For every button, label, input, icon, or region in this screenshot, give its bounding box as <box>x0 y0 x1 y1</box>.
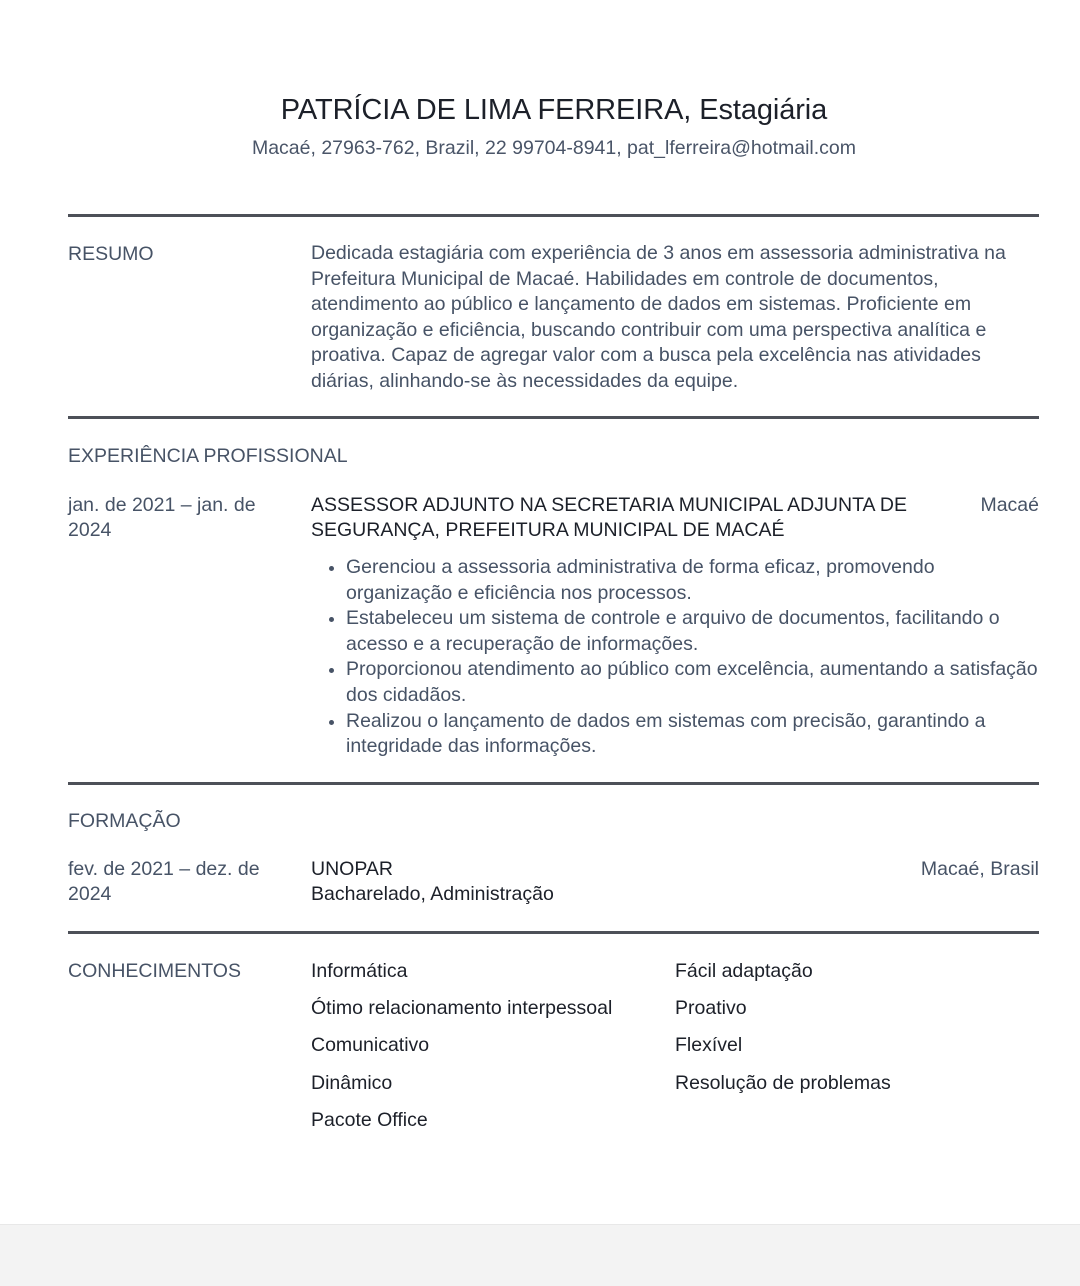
job-bullet-text: Estabeleceu um sistema de controle e arquivo de documentos, facilitando o acesso e a recuperação de informações. <box>346 607 1000 655</box>
experience-entry-header <box>311 493 1039 543</box>
job-bullet <box>346 555 1039 606</box>
experience-heading: EXPERIÊNCIA PROFISSIONAL <box>68 445 348 467</box>
skills-grid <box>311 958 1039 1133</box>
education-dates: fev. de 2021 – dez. de 2024 <box>68 858 260 905</box>
resume-header <box>0 90 1080 161</box>
education-entry-header <box>311 857 1039 882</box>
skill-item: Proativo <box>675 997 747 1020</box>
skill-item: Flexível <box>675 1034 743 1057</box>
job-bullet-text: Proporcionou atendimento ao público com excelência, aumentando a satisfação dos cidadãos. <box>346 658 1038 706</box>
contact-info: Macaé, 27963-762, Brazil, 22 99704-8941, pat_lferreira@hotmail.com <box>251 137 857 159</box>
skill-item: Ótimo relacionamento interpessoal <box>311 997 613 1020</box>
job-bullet-list <box>311 555 1039 760</box>
skills-heading: CONHECIMENTOS <box>68 960 241 982</box>
school-name: UNOPAR <box>311 858 393 880</box>
skill-item: Pacote Office <box>311 1108 428 1131</box>
section-divider <box>68 214 1039 217</box>
job-bullet <box>346 657 1039 708</box>
education-heading: FORMAÇÃO <box>68 810 181 832</box>
school-location: Macaé, Brasil <box>920 858 1039 880</box>
skill-item: Fácil adaptação <box>675 960 813 982</box>
summary-heading: RESUMO <box>68 243 154 265</box>
experience-dates: jan. de 2021 – jan. de 2024 <box>68 494 256 541</box>
bullet-icon <box>329 617 334 622</box>
skill-item: Informática <box>311 960 408 982</box>
skill-item: Resolução de problemas <box>675 1071 891 1094</box>
summary-section <box>311 241 1039 395</box>
bullet-icon <box>329 566 334 571</box>
experience-entry <box>311 493 1039 760</box>
job-bullet <box>346 709 1039 760</box>
job-location: Macaé <box>980 494 1039 516</box>
job-bullet-text: Realizou o lançamento de dados em sistemas com precisão, garantindo a integridade das informações. <box>346 709 986 758</box>
skill-item: Dinâmico <box>311 1071 393 1094</box>
degree: Bacharelado, Administração <box>311 883 554 905</box>
job-bullet <box>346 606 1039 657</box>
job-bullet-text: Gerenciou a assessoria administrativa de forma eficaz, promovendo organização e eficiência nos processos. <box>346 556 935 604</box>
skill-item: Comunicativo <box>311 1034 430 1057</box>
section-divider <box>68 782 1039 785</box>
bullet-icon <box>329 668 334 673</box>
candidate-name: PATRÍCIA DE LIMA FERREIRA, Estagiária <box>280 94 828 126</box>
skills-section <box>311 958 1039 1133</box>
job-title: ASSESSOR ADJUNTO NA SECRETARIA MUNICIPAL ADJUNTA DE SEGURANÇA, PREFEITURA MUNICIPAL DE MACAÉ <box>311 494 907 541</box>
section-divider <box>68 416 1039 419</box>
education-entry <box>311 857 1039 907</box>
section-divider <box>68 931 1039 934</box>
summary-text: Dedicada estagiária com experiência de 3 anos em assessoria administrativa na Prefeitura Municipal de Macaé. Habilidades em controle de documentos, atendimento ao público e lançamento de dados em sistemas. Proficiente em organização e eficiência, buscando contribuir com uma perspectiva analítica e proativa. Capaz de agregar valor com a busca pela excelência nas atividades diárias, alinhando-se às necessidades da equipe. <box>311 242 1006 392</box>
bullet-icon <box>329 720 334 725</box>
